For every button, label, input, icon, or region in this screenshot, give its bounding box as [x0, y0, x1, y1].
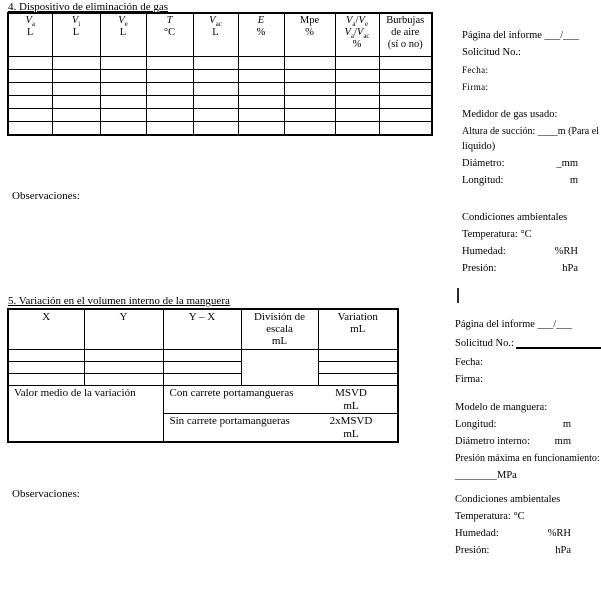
t4-blank-cell[interactable]	[238, 95, 284, 108]
gas-meter-line: Medidor de gas usado:	[462, 109, 558, 120]
t4-blank-cell[interactable]	[100, 69, 146, 82]
max-pressure-blank-line[interactable]: ________MPa	[455, 470, 517, 481]
t5-blank-cell[interactable]	[84, 349, 163, 361]
request-no-line-2[interactable]	[455, 338, 601, 350]
pressure-line[interactable]	[462, 263, 601, 275]
inner-diameter-line[interactable]	[455, 436, 601, 448]
temperature-line-2[interactable]: Temperatura: °C	[455, 511, 525, 522]
t4-blank-cell[interactable]	[52, 56, 100, 69]
t4-blank-cell[interactable]	[193, 121, 238, 135]
t4-blank-cell[interactable]	[379, 95, 432, 108]
t4-blank-cell[interactable]	[379, 69, 432, 82]
temperature-line[interactable]: Temperatura: °C	[462, 229, 532, 240]
length-unit: m	[569, 175, 578, 186]
t5-blank-cell[interactable]	[8, 373, 84, 385]
t5-with-reel-cell	[163, 385, 398, 413]
t4-blank-cell[interactable]	[100, 82, 146, 95]
t4-col-va: $V_a$ L	[8, 13, 52, 56]
t4-col-e: E %	[238, 13, 284, 56]
t5-data-row	[8, 349, 398, 361]
t4-blank-cell[interactable]	[52, 69, 100, 82]
t5-blank-cell[interactable]	[318, 373, 398, 385]
ambient-conditions-block-2	[455, 494, 601, 562]
t4-data-row	[8, 121, 432, 135]
t4-blank-cell[interactable]	[52, 121, 100, 135]
t5-mean-row-1	[8, 385, 398, 413]
t4-blank-cell[interactable]	[335, 69, 379, 82]
humidity-unit: %RH	[554, 246, 578, 257]
t5-without-reel-label: Sin carrete portamangueras	[169, 414, 290, 427]
t4-blank-cell[interactable]	[335, 56, 379, 69]
date-line[interactable]: Fecha:	[462, 65, 489, 75]
humidity-unit-2: %RH	[547, 528, 571, 539]
ambient-conditions-block-1	[462, 212, 601, 280]
t5-blank-cell[interactable]	[84, 361, 163, 373]
t4-blank-cell[interactable]	[146, 95, 193, 108]
t4-col-burbujas: Burbujas de aire (sí o no)	[379, 13, 432, 56]
t4-blank-cell[interactable]	[146, 69, 193, 82]
t4-blank-cell[interactable]	[8, 82, 52, 95]
t4-blank-cell[interactable]	[379, 82, 432, 95]
t4-blank-cell[interactable]	[8, 121, 52, 135]
t4-blank-cell[interactable]	[284, 95, 335, 108]
t4-blank-cell[interactable]	[238, 108, 284, 121]
t4-blank-cell[interactable]	[193, 82, 238, 95]
date-line-2[interactable]: Fecha:	[455, 357, 483, 368]
hose-model-block	[455, 402, 601, 487]
length-label: Longitud:	[462, 175, 504, 186]
t5-blank-cell[interactable]	[8, 349, 84, 361]
hose-length-label: Longitud:	[455, 419, 497, 430]
t4-blank-cell[interactable]	[284, 69, 335, 82]
t5-col-variation: Variation mL	[318, 309, 398, 349]
table4-title: 4. Dispositivo de eliminación de gas	[8, 1, 169, 13]
t4-col-ratios: $V_a/V_e$ $V_a/V_{ac}$ %	[335, 13, 379, 56]
t4-blank-cell[interactable]	[335, 121, 379, 135]
t4-blank-cell[interactable]	[379, 108, 432, 121]
t5-col-division-escala: División de escala mL	[241, 309, 318, 349]
t4-blank-cell[interactable]	[238, 56, 284, 69]
t5-data-row	[8, 373, 398, 385]
suction-height-line[interactable]: Altura de succión: ____m (Para el	[462, 126, 599, 137]
t5-blank-cell[interactable]	[163, 373, 241, 385]
t4-data-row	[8, 69, 432, 82]
humidity-label-2: Humedad:	[455, 528, 499, 539]
t4-data-row	[8, 82, 432, 95]
t4-blank-cell[interactable]	[100, 121, 146, 135]
t4-blank-cell[interactable]	[379, 121, 432, 135]
diameter-unit: _mm	[556, 158, 578, 169]
report-page-line: Página del informe ___/___	[462, 30, 579, 41]
t5-mean-label-cell: Valor medio de la variación	[8, 385, 163, 442]
pressure-label: Presión:	[462, 263, 497, 274]
t4-blank-cell[interactable]	[193, 108, 238, 121]
diameter-label: Diámetro:	[462, 158, 505, 169]
t4-blank-cell[interactable]	[146, 82, 193, 95]
t4-blank-cell[interactable]	[8, 95, 52, 108]
pressure-unit-2: hPa	[555, 545, 571, 556]
length-line[interactable]	[462, 175, 601, 187]
t5-2xmsvd-value: 2xMSVD mL	[329, 414, 373, 440]
t4-blank-cell[interactable]	[52, 95, 100, 108]
observations-label-1: Observaciones:	[12, 190, 80, 202]
pressure-unit: hPa	[562, 263, 578, 274]
t4-col-vi: $V_i$ L	[52, 13, 100, 56]
t5-col-y-minus-x: Y – X	[163, 309, 241, 349]
t4-header-row	[8, 13, 432, 56]
t5-with-reel-label: Con carrete portamangueras	[169, 386, 294, 399]
pressure-line-2[interactable]	[455, 545, 601, 557]
report-header-block-2	[455, 319, 601, 391]
t4-blank-cell[interactable]	[146, 108, 193, 121]
t4-blank-cell[interactable]	[193, 56, 238, 69]
t4-blank-cell[interactable]	[193, 95, 238, 108]
ambient-conditions-title-2: Condiciones ambientales	[455, 494, 561, 505]
inner-diameter-label: Diámetro interno:	[455, 436, 530, 447]
t4-blank-cell[interactable]	[8, 56, 52, 69]
t4-data-row	[8, 56, 432, 69]
t4-blank-cell[interactable]	[100, 95, 146, 108]
t5-blank-cell[interactable]	[84, 373, 163, 385]
t4-data-row	[8, 108, 432, 121]
max-pressure-line: Presión máxima en funcionamiento:	[455, 453, 600, 464]
t4-blank-cell[interactable]	[52, 108, 100, 121]
suction-height-line-2: líquido)	[462, 141, 496, 152]
t4-blank-cell[interactable]	[284, 82, 335, 95]
t5-header-row	[8, 309, 398, 349]
request-no-blank[interactable]	[516, 338, 601, 349]
t4-blank-cell[interactable]	[335, 95, 379, 108]
t5-blank-cell[interactable]	[163, 349, 241, 361]
t4-blank-cell[interactable]	[146, 56, 193, 69]
t4-blank-cell[interactable]	[284, 121, 335, 135]
t4-blank-cell[interactable]	[52, 82, 100, 95]
t5-blank-cell[interactable]	[163, 361, 241, 373]
gas-meter-block	[462, 109, 601, 192]
text-cursor	[457, 288, 459, 303]
t5-scale-division-cell[interactable]	[241, 349, 318, 385]
t5-without-reel-cell	[163, 413, 398, 442]
t5-data-row	[8, 361, 398, 373]
t4-blank-cell[interactable]	[238, 69, 284, 82]
t4-blank-cell[interactable]	[8, 108, 52, 121]
t4-blank-cell[interactable]	[379, 56, 432, 69]
inner-diameter-unit: mm	[554, 436, 571, 447]
table5-title: 5. Variación en el volumen interno de la manguera	[8, 295, 230, 307]
hose-length-unit: m	[562, 419, 571, 430]
t4-blank-cell[interactable]	[335, 82, 379, 95]
pressure-label-2: Presión:	[455, 545, 490, 556]
t5-col-x: X	[8, 309, 84, 349]
report-header-block-1	[462, 30, 601, 98]
t5-blank-cell[interactable]	[8, 361, 84, 373]
t5-blank-cell[interactable]	[318, 349, 398, 361]
t5-blank-cell[interactable]	[318, 361, 398, 373]
t4-blank-cell[interactable]	[238, 82, 284, 95]
request-no-label-2: Solicitud No.:	[455, 338, 514, 349]
humidity-line[interactable]	[462, 246, 601, 258]
report-page-line-2: Página del informe ___/___	[455, 319, 572, 330]
t4-blank-cell[interactable]	[146, 121, 193, 135]
t4-blank-cell[interactable]	[100, 56, 146, 69]
hose-volume-variation-table	[7, 308, 399, 443]
t4-blank-cell[interactable]	[335, 108, 379, 121]
observations-label-2: Observaciones:	[12, 488, 80, 500]
t4-col-mpe: Mpe %	[284, 13, 335, 56]
t4-blank-cell[interactable]	[100, 108, 146, 121]
t4-blank-cell[interactable]	[8, 69, 52, 82]
t5-msvd-value: MSVD mL	[335, 386, 367, 412]
t4-blank-cell[interactable]	[284, 108, 335, 121]
gas-elimination-table	[7, 12, 433, 136]
signature-line-2[interactable]: Firma:	[455, 374, 483, 385]
humidity-line-2[interactable]	[455, 528, 601, 540]
t4-col-vac: $V_{ac}$ L	[193, 13, 238, 56]
t4-col-t: T °C	[146, 13, 193, 56]
t4-data-row	[8, 95, 432, 108]
humidity-label: Humedad:	[462, 246, 506, 257]
request-no-line[interactable]: Solicitud No.:	[462, 47, 521, 58]
signature-line[interactable]: Firma:	[462, 82, 489, 92]
hose-model-line[interactable]: Modelo de manguera:	[455, 402, 548, 413]
t5-col-y: Y	[84, 309, 163, 349]
t4-blank-cell[interactable]	[238, 121, 284, 135]
t4-col-ve: $V_e$ L	[100, 13, 146, 56]
hose-length-line[interactable]	[455, 419, 601, 431]
t4-blank-cell[interactable]	[193, 69, 238, 82]
ambient-conditions-title: Condiciones ambientales	[462, 212, 568, 223]
t4-blank-cell[interactable]	[284, 56, 335, 69]
diameter-line[interactable]	[462, 158, 601, 170]
